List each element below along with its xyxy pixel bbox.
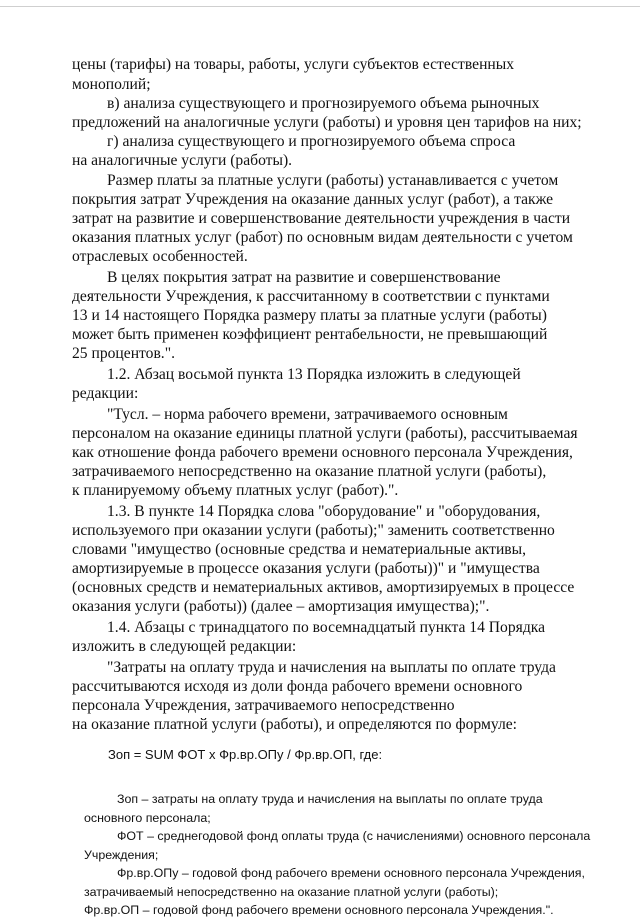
text-line: словами "имущество (основные средства и нематериальные активы, (72, 541, 527, 558)
text-line: "Затраты на оплату труда и начисления на выплаты по оплате труда (107, 659, 556, 676)
text-line: 25 процентов.". (72, 345, 175, 362)
text-line: г) анализа существующего и прогнозируемого объема спроса (107, 133, 516, 150)
text-line: 1.4. Абзацы с тринадцатого по восемнадцатый пункта 14 Порядка (107, 619, 546, 636)
text-line: изложить в следующей редакции: (72, 638, 297, 655)
text-line: на аналогичные услуги (работы). (72, 152, 293, 169)
text-line: (основных средств и нематериальных активов, амортизируемых в процессе (72, 579, 575, 596)
text-line: монополий; (72, 76, 151, 93)
definition-line: Фр.вр.ОПу – годовой фонд рабочего времени основного персонала Учреждения, (117, 866, 585, 880)
definition-line: ФОТ – среднегодовой фонд оплаты труда (с начислениями) основного персонала (117, 829, 591, 843)
text-line: 1.3. В пункте 14 Порядка слова "оборудование" и "оборудования, (107, 503, 541, 520)
text-line: затрачиваемого непосредственно на оказание платной услуги (работы), (72, 463, 547, 480)
page-top-edge (0, 6, 640, 7)
definition-line: Зоп – затраты на оплату труда и начисления на выплаты по оплате труда (117, 792, 543, 806)
text-line: предложений на аналогичные услуги (работы) и уровня цен тарифов на них; (72, 114, 582, 131)
text-line: на оказание платной услуги (работы), и определяются по формуле: (72, 716, 517, 733)
text-line: к планируемому объему платных услуг (работ).". (72, 482, 399, 499)
text-line: амортизируемые в процессе оказания услуги (работы))" и "имущества (72, 560, 540, 577)
text-line: в) анализа существующего и прогнозируемого объема рыночных (107, 95, 540, 112)
text-line: оказания платных услуг (работ) по основным видам деятельности с учетом (72, 229, 573, 246)
text-line: отраслевых особенностей. (72, 248, 248, 265)
text-line: персоналом на оказание единицы платной услуги (работы), рассчитываемая (72, 425, 578, 442)
text-line: затрат на развитие и совершенствование деятельности учреждения в части (72, 210, 571, 227)
text-line: покрытия затрат Учреждения на оказание данных услуг (работ), а также (72, 191, 554, 208)
definition-line: основного персонала; (84, 810, 211, 825)
text-line: используемого при оказании услуги (работы);" заменить соответственно (72, 522, 555, 539)
text-line: персонала Учреждения, затрачиваемого непосредственно (72, 697, 455, 714)
text-line: Размер платы за платные услуги (работы) устанавливается с учетом (107, 172, 559, 189)
text-line: В целях покрытия затрат на развитие и совершенствование (107, 269, 501, 286)
text-line: редакции: (72, 385, 139, 402)
text-line: может быть применен коэффициент рентабельности, не превышающий (72, 326, 548, 343)
definition-line: затрачиваемый непосредственно на оказание платной услуги (работы); (84, 884, 499, 899)
text-line: цены (тарифы) на товары, работы, услуги субъектов естественных (72, 56, 515, 73)
text-line: деятельности Учреждения, к рассчитанному в соответствии с пунктами (72, 288, 550, 305)
definition-line: Учреждения; (84, 847, 159, 862)
text-line: оказания услуги (работы)) (далее – амортизация имущества);". (72, 598, 490, 615)
text-line: 1.2. Абзац восьмой пункта 13 Порядка изложить в следующей (107, 366, 521, 383)
text-line: "Тусл. – норма рабочего времени, затрачиваемого основным (107, 406, 508, 423)
formula: Зоп = SUM ФОТ х Фр.вр.ОПу / Фр.вр.ОП, где: (108, 747, 383, 762)
text-line: рассчитываются исходя из доли фонда рабочего времени основного (72, 678, 523, 695)
definition-line: Фр.вр.ОП – годовой фонд рабочего времени основного персонала Учреждения.". (84, 903, 554, 917)
text-line: 13 и 14 настоящего Порядка размеру платы за платные услуги (работы) (72, 307, 547, 324)
text-line: как отношение фонда рабочего времени основного персонала Учреждения, (72, 444, 573, 461)
